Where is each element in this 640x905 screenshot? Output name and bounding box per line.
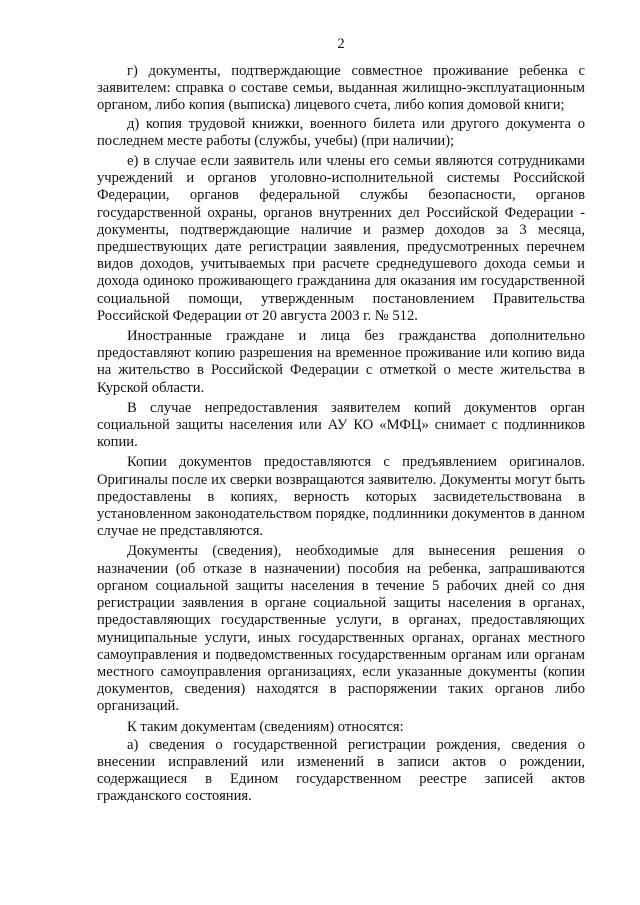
paragraph-requested-documents: Документы (сведения), необходимые для вынесения решения о назначении (об отказе в назначении) пособия на ребенка, запрашиваются органом социальной защиты населения в течение 5 рабочих дней со дня регистрации заявления в органе социальной защиты населения в органах, предоставляющих государственные услуги, в органах, предоставляющих муниципальные услуги, иных государственных органах, органах местного самоуправления и подведомственных государственным органам или органам местного самоуправления организациях, если указанные документы (копии документов, сведения) находятся в распоряжении таких органов либо организаций. xyxy=(97,543,585,715)
document-page xyxy=(97,36,585,806)
paragraph-item-a: а) сведения о государственной регистрации рождения, сведения о внесении исправлений или изменений в записи актов о рождении, содержащиеся в Едином государственном реестре записей актов гражданского состояния. xyxy=(97,736,585,805)
paragraph-originals: Копии документов предоставляются с предъявлением оригиналов. Оригиналы после их сверки возвращаются заявителю. Документы могут быть предоставлены в копиях, верность которых засвидетельствована в установленном законодательством порядке, подлинники документов в данном случае не представляются. xyxy=(97,454,585,540)
paragraph-item-d: д) копия трудовой книжки, военного билета или другого документа о последнем месте работы (службы, учебы) (при наличии); xyxy=(97,115,585,149)
page-number: 2 xyxy=(337,36,345,52)
paragraph-copies-not-provided: В случае непредоставления заявителем копий документов орган социальной защиты населения или АУ КО «МФЦ» снимает с подлинников копии. xyxy=(97,399,585,451)
paragraph-foreign-citizens: Иностранные граждане и лица без гражданства дополнительно предоставляют копию разрешения на временное проживание или копию вида на жительство в Российской Федерации с отметкой о месте жительства в Курской области. xyxy=(97,328,585,396)
paragraph-item-g: г) документы, подтверждающие совместное проживание ребенка с заявителем: справка о составе семьи, выданная жилищно-эксплуатационным органом, либо копия (выписка) лицевого счета, либо копия домовой книги; xyxy=(97,63,585,114)
paragraph-such-documents-heading: К таким документам (сведениям) относятся: xyxy=(127,718,404,735)
paragraph-item-e: е) в случае если заявитель или члены его семьи являются сотрудниками учреждений и органов уголовно-исполнительной системы Российской Федерации, органов федеральной службы безопасности, органов государственной охраны, органов внутренних дел Российской Федерации - документы, подтверждающие наличие и размер доходов за 3 месяца, предшествующих дате регистрации заявления, предусмотренных перечнем видов доходов, учитываемых при расчете среднедушевого дохода семьи и дохода одиноко проживающего гражданина для оказания им государственной социальной помощи, утвержденным постановлением Правительства Российской Федерации от 20 августа 2003 г. № 512. xyxy=(97,153,585,324)
